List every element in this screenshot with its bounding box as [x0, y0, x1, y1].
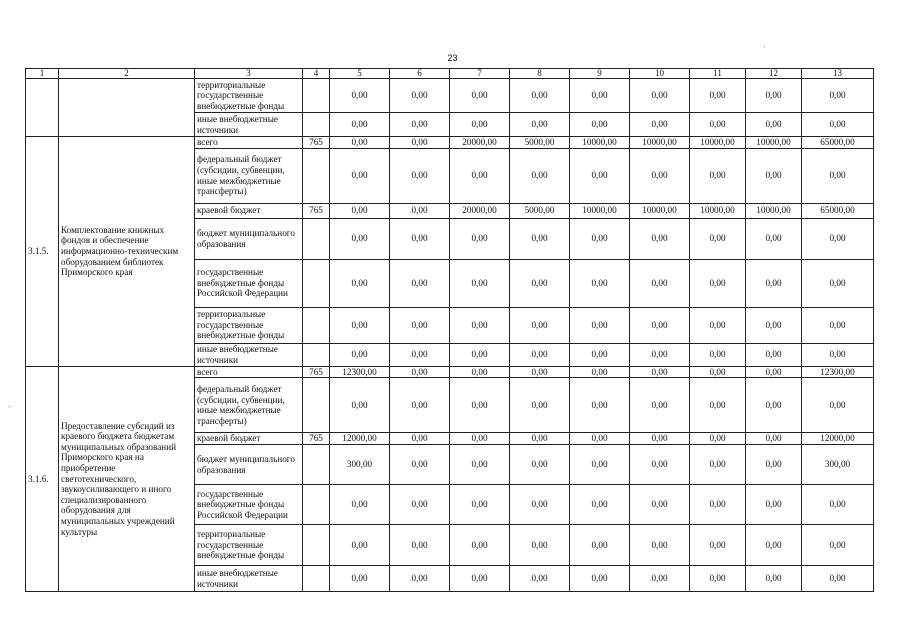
amount-cell: 0,00: [390, 307, 450, 343]
item-number: 3.1.6.: [26, 366, 59, 592]
amount-cell: 0,00: [450, 378, 510, 433]
grbs-code: [303, 343, 330, 366]
amount-cell: 20000,00: [450, 203, 510, 218]
amount-cell: 0,00: [330, 203, 390, 218]
funding-source: всего: [195, 366, 303, 378]
amount-cell: 0,00: [802, 218, 874, 259]
header-cell: 1: [26, 69, 59, 79]
funding-source: иные внебюджетные источники: [195, 566, 303, 592]
amount-cell: 0,00: [570, 148, 630, 203]
grbs-code: 765: [303, 366, 330, 378]
amount-cell: 0,00: [570, 433, 630, 445]
amount-cell: 10000,00: [570, 203, 630, 218]
amount-cell: 0,00: [746, 148, 802, 203]
amount-cell: 0,00: [570, 343, 630, 366]
amount-cell: 0,00: [630, 445, 690, 485]
amount-cell: 0,00: [690, 218, 746, 259]
amount-cell: 0,00: [450, 259, 510, 307]
amount-cell: 0,00: [690, 378, 746, 433]
amount-cell: 0,00: [630, 366, 690, 378]
amount-cell: 0,00: [570, 378, 630, 433]
amount-cell: 0,00: [802, 525, 874, 566]
item-title: Комплектование книжных фондов и обеспечение информационно-техническим оборудованием библиотек Приморского края: [59, 137, 195, 367]
amount-cell: 5000,00: [510, 203, 570, 218]
funding-source: федеральный бюджет (субсидии, субвенции, иные межбюджетные трансферты): [195, 148, 303, 203]
amount-cell: 0,00: [450, 79, 510, 113]
amount-cell: 0,00: [510, 445, 570, 485]
amount-cell: 0,00: [570, 79, 630, 113]
amount-cell: 0,00: [390, 485, 450, 525]
header-cell: 12: [746, 69, 802, 79]
amount-cell: 0,00: [390, 566, 450, 592]
scan-speck: [764, 46, 765, 47]
amount-cell: 0,00: [690, 366, 746, 378]
amount-cell: 0,00: [746, 366, 802, 378]
funding-source: бюджет муниципального образования: [195, 218, 303, 259]
amount-cell: 0,00: [390, 366, 450, 378]
amount-cell: 0,00: [802, 307, 874, 343]
amount-cell: 10000,00: [630, 203, 690, 218]
grbs-code: [303, 307, 330, 343]
amount-cell: 5000,00: [510, 137, 570, 149]
header-cell: 8: [510, 69, 570, 79]
amount-cell: 0,00: [630, 485, 690, 525]
funding-source: иные внебюджетные источники: [195, 343, 303, 366]
header-cell: 6: [390, 69, 450, 79]
table-row: [26, 79, 874, 113]
amount-cell: 0,00: [330, 79, 390, 113]
amount-cell: 0,00: [390, 148, 450, 203]
funding-source: иные внебюджетные источники: [195, 113, 303, 137]
budget-table: [25, 68, 874, 592]
amount-cell: 0,00: [630, 79, 690, 113]
header-cell: 9: [570, 69, 630, 79]
amount-cell: 0,00: [450, 525, 510, 566]
amount-cell: 0,00: [746, 307, 802, 343]
amount-cell: 0,00: [390, 218, 450, 259]
amount-cell: 10000,00: [630, 137, 690, 149]
amount-cell: 0,00: [630, 259, 690, 307]
amount-cell: 300,00: [330, 445, 390, 485]
amount-cell: 0,00: [746, 433, 802, 445]
amount-cell: 0,00: [570, 485, 630, 525]
funding-source: бюджет муниципального образования: [195, 445, 303, 485]
amount-cell: 0,00: [390, 79, 450, 113]
amount-cell: 0,00: [630, 148, 690, 203]
amount-cell: 0,00: [450, 445, 510, 485]
amount-cell: 0,00: [510, 259, 570, 307]
grbs-code: [303, 525, 330, 566]
amount-cell: 0,00: [390, 378, 450, 433]
amount-cell: 65000,00: [802, 137, 874, 149]
amount-cell: 12000,00: [802, 433, 874, 445]
amount-cell: 0,00: [690, 566, 746, 592]
funding-source: территориальные государственные внебюджетные фонды: [195, 79, 303, 113]
amount-cell: 0,00: [390, 259, 450, 307]
amount-cell: 0,00: [390, 525, 450, 566]
amount-cell: 0,00: [390, 113, 450, 137]
amount-cell: 0,00: [802, 343, 874, 366]
scan-speck: [9, 406, 10, 407]
grbs-code: 765: [303, 137, 330, 149]
amount-cell: 0,00: [630, 218, 690, 259]
header-cell: 13: [802, 69, 874, 79]
amount-cell: 0,00: [330, 218, 390, 259]
amount-cell: 0,00: [630, 113, 690, 137]
amount-cell: 0,00: [630, 378, 690, 433]
amount-cell: 0,00: [802, 148, 874, 203]
amount-cell: 0,00: [570, 525, 630, 566]
funding-source: краевой бюджет: [195, 433, 303, 445]
amount-cell: 0,00: [390, 445, 450, 485]
amount-cell: 0,00: [746, 343, 802, 366]
amount-cell: 20000,00: [450, 137, 510, 149]
amount-cell: 0,00: [510, 148, 570, 203]
funding-source: краевой бюджет: [195, 203, 303, 218]
amount-cell: 0,00: [330, 343, 390, 366]
grbs-code: 765: [303, 203, 330, 218]
grbs-code: [303, 259, 330, 307]
amount-cell: 10000,00: [746, 203, 802, 218]
amount-cell: 0,00: [570, 566, 630, 592]
amount-cell: 0,00: [510, 366, 570, 378]
grbs-code: [303, 218, 330, 259]
grbs-code: [303, 148, 330, 203]
amount-cell: 0,00: [330, 378, 390, 433]
amount-cell: 10000,00: [746, 137, 802, 149]
amount-cell: 0,00: [330, 113, 390, 137]
amount-cell: 0,00: [746, 485, 802, 525]
amount-cell: 0,00: [450, 307, 510, 343]
amount-cell: 0,00: [570, 113, 630, 137]
grbs-code: [303, 566, 330, 592]
amount-cell: 0,00: [746, 259, 802, 307]
amount-cell: 0,00: [630, 433, 690, 445]
amount-cell: 0,00: [746, 113, 802, 137]
amount-cell: 0,00: [690, 485, 746, 525]
header-cell: 3: [195, 69, 303, 79]
amount-cell: 0,00: [630, 525, 690, 566]
amount-cell: 0,00: [390, 137, 450, 149]
amount-cell: 0,00: [450, 366, 510, 378]
amount-cell: 0,00: [570, 259, 630, 307]
funding-source: территориальные государственные внебюджетные фонды: [195, 525, 303, 566]
amount-cell: 0,00: [510, 566, 570, 592]
amount-cell: 0,00: [330, 307, 390, 343]
amount-cell: 0,00: [630, 566, 690, 592]
amount-cell: 0,00: [450, 148, 510, 203]
amount-cell: 0,00: [802, 259, 874, 307]
amount-cell: 12000,00: [330, 433, 390, 445]
amount-cell: 0,00: [450, 485, 510, 525]
amount-cell: 0,00: [510, 343, 570, 366]
amount-cell: 0,00: [570, 445, 630, 485]
amount-cell: 12300,00: [802, 366, 874, 378]
amount-cell: 0,00: [330, 137, 390, 149]
item-title: Предоставление субсидий из краевого бюджета бюджетам муниципальных образований Приморского края на приобретение светотехнического, звукоусиливающего и иного специализированного оборудования для муниципальных учреждений культуры: [59, 366, 195, 592]
header-cell: 10: [630, 69, 690, 79]
amount-cell: 0,00: [330, 148, 390, 203]
amount-cell: 0,00: [510, 433, 570, 445]
amount-cell: 0,00: [330, 525, 390, 566]
amount-cell: 0,00: [690, 79, 746, 113]
amount-cell: 0,00: [390, 343, 450, 366]
amount-cell: 10000,00: [690, 203, 746, 218]
amount-cell: 10000,00: [690, 137, 746, 149]
amount-cell: 0,00: [690, 433, 746, 445]
amount-cell: 0,00: [630, 307, 690, 343]
amount-cell: 0,00: [690, 525, 746, 566]
amount-cell: 0,00: [450, 218, 510, 259]
amount-cell: 0,00: [510, 218, 570, 259]
amount-cell: 300,00: [802, 445, 874, 485]
table-row: [26, 137, 874, 149]
amount-cell: 0,00: [802, 79, 874, 113]
amount-cell: 0,00: [510, 79, 570, 113]
amount-cell: 0,00: [746, 218, 802, 259]
funding-source: государственные внебюджетные фонды Российской Федерации: [195, 259, 303, 307]
amount-cell: 0,00: [450, 433, 510, 445]
amount-cell: 0,00: [690, 259, 746, 307]
header-cell: 11: [690, 69, 746, 79]
amount-cell: 0,00: [690, 343, 746, 366]
header-cell: 7: [450, 69, 510, 79]
amount-cell: 0,00: [746, 79, 802, 113]
amount-cell: 0,00: [330, 259, 390, 307]
amount-cell: 0,00: [510, 525, 570, 566]
amount-cell: 0,00: [802, 378, 874, 433]
amount-cell: 0,00: [570, 366, 630, 378]
amount-cell: 0,00: [330, 566, 390, 592]
amount-cell: 0,00: [746, 445, 802, 485]
amount-cell: 0,00: [510, 307, 570, 343]
amount-cell: 0,00: [570, 307, 630, 343]
amount-cell: 12300,00: [330, 366, 390, 378]
amount-cell: 0,00: [450, 343, 510, 366]
amount-cell: 0,00: [690, 148, 746, 203]
table-row: [26, 366, 874, 378]
header-cell: 4: [303, 69, 330, 79]
amount-cell: 0,00: [450, 113, 510, 137]
empty-cell: [26, 79, 59, 137]
funding-source: федеральный бюджет (субсидии, субвенции, иные межбюджетные трансферты): [195, 378, 303, 433]
item-number: 3.1.5.: [26, 137, 59, 367]
funding-source: территориальные государственные внебюджетные фонды: [195, 307, 303, 343]
amount-cell: 0,00: [746, 378, 802, 433]
amount-cell: 0,00: [510, 378, 570, 433]
amount-cell: 0,00: [690, 113, 746, 137]
header-cell: 5: [330, 69, 390, 79]
amount-cell: 0,00: [570, 218, 630, 259]
funding-source: государственные внебюджетные фонды Российской Федерации: [195, 485, 303, 525]
grbs-code: 765: [303, 433, 330, 445]
grbs-code: [303, 113, 330, 137]
amount-cell: 0,00: [390, 203, 450, 218]
amount-cell: 0,00: [510, 113, 570, 137]
amount-cell: 0,00: [690, 307, 746, 343]
grbs-code: [303, 378, 330, 433]
page-number: 23: [447, 53, 458, 63]
funding-source: всего: [195, 137, 303, 149]
amount-cell: 0,00: [630, 343, 690, 366]
grbs-code: [303, 79, 330, 113]
amount-cell: 0,00: [802, 566, 874, 592]
amount-cell: 0,00: [690, 445, 746, 485]
header-cell: 2: [59, 69, 195, 79]
amount-cell: 0,00: [390, 433, 450, 445]
amount-cell: 0,00: [802, 113, 874, 137]
empty-cell: [59, 79, 195, 137]
amount-cell: 10000,00: [570, 137, 630, 149]
grbs-code: [303, 485, 330, 525]
header-row: [26, 69, 874, 79]
amount-cell: 65000,00: [802, 203, 874, 218]
amount-cell: 0,00: [746, 525, 802, 566]
amount-cell: 0,00: [450, 566, 510, 592]
grbs-code: [303, 445, 330, 485]
amount-cell: 0,00: [746, 566, 802, 592]
amount-cell: 0,00: [510, 485, 570, 525]
amount-cell: 0,00: [802, 485, 874, 525]
amount-cell: 0,00: [330, 485, 390, 525]
